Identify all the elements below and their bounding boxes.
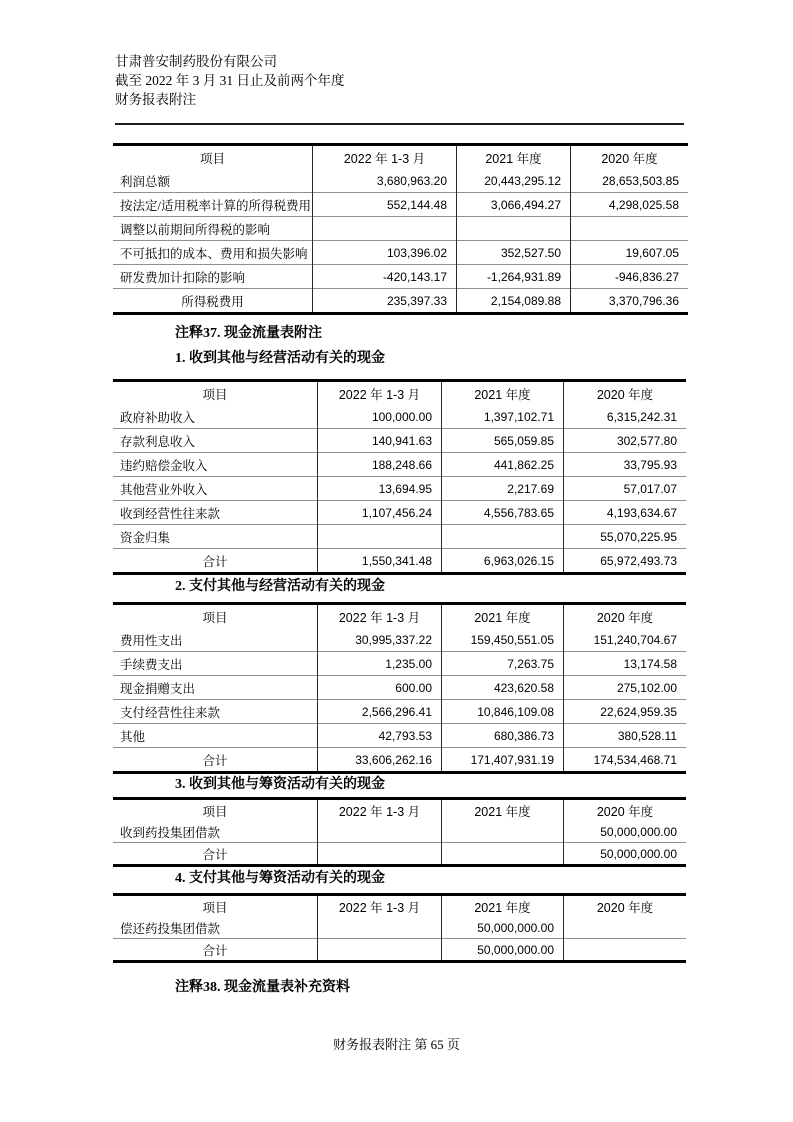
column-header: 2022 年 1-3 月	[313, 145, 457, 170]
doc-header	[115, 0, 793, 109]
cash-paid-financing-table	[113, 893, 686, 963]
cell-value: 13,174.58	[564, 652, 687, 676]
row-label: 其他营业外收入	[120, 482, 208, 497]
cell-value: 3,370,796.36	[571, 289, 689, 314]
header-row	[113, 604, 686, 629]
column-header: 2020 年度	[564, 895, 687, 918]
cell-value	[564, 939, 687, 962]
row-label: 不可抵扣的成本、费用和损失影响	[120, 246, 308, 261]
cell-value: 1,550,341.48	[318, 549, 442, 574]
cell-value: 171,407,931.19	[442, 748, 564, 773]
cell-value: -420,143.17	[313, 265, 457, 289]
row-label: 违约赔偿金收入	[120, 458, 208, 473]
cash-received-operating-table	[113, 379, 686, 575]
cell-value	[318, 843, 442, 866]
row-label: 资金归集	[120, 530, 171, 545]
cell-value	[564, 917, 687, 939]
cell-value: 423,620.58	[442, 676, 564, 700]
row-label: 收到经营性往来款	[120, 506, 221, 521]
cell-value: 55,070,225.95	[564, 525, 687, 549]
row-label: 存款利息收入	[120, 434, 196, 449]
cell-value: 159,450,551.05	[442, 628, 564, 652]
row-label-total: 所得税费用	[181, 294, 244, 309]
cell-value: 1,107,456.24	[318, 501, 442, 525]
cell-value	[313, 217, 457, 241]
row-label: 研发费加计扣除的影响	[120, 270, 246, 285]
row-label-total: 合计	[202, 753, 228, 768]
cell-value: 28,653,503.85	[571, 169, 689, 193]
row-label: 支付经营性往来款	[120, 705, 221, 720]
cell-value: 4,298,025.58	[571, 193, 689, 217]
cell-value: 13,694.95	[318, 477, 442, 501]
cell-value: 151,240,704.67	[564, 628, 687, 652]
report-period: 截至 2022 年 3 月 31 日止及前两个年度	[115, 73, 345, 88]
page-footer: 财务报表附注 第 65 页	[333, 1037, 460, 1052]
column-header: 2021 年度	[442, 895, 564, 918]
cell-value: 50,000,000.00	[564, 821, 687, 843]
sub1-heading: 1. 收到其他与经营活动有关的现金	[175, 351, 385, 366]
cell-value: 6,315,242.31	[564, 405, 687, 429]
cell-value: 33,606,262.16	[318, 748, 442, 773]
cash-received-financing-table	[113, 797, 686, 867]
row-label: 按法定/适用税率计算的所得税费用	[120, 198, 311, 213]
cell-value: 3,680,963.20	[313, 169, 457, 193]
row-label: 偿还药投集团借款	[120, 921, 221, 936]
table-row	[113, 917, 686, 939]
column-header: 项目	[202, 610, 228, 625]
cell-value: 2,566,296.41	[318, 700, 442, 724]
cell-value: 7,263.75	[442, 652, 564, 676]
cell-value	[442, 821, 564, 843]
column-header: 2022 年 1-3 月	[318, 381, 442, 406]
cash-paid-operating-table	[113, 602, 686, 774]
cell-value	[318, 821, 442, 843]
cell-value: 50,000,000.00	[564, 843, 687, 866]
cell-value: 57,017.07	[564, 477, 687, 501]
cell-value: 30,995,337.22	[318, 628, 442, 652]
row-label-total: 合计	[202, 943, 228, 958]
cell-value	[442, 525, 564, 549]
table-row	[113, 193, 688, 217]
table-row	[113, 724, 686, 748]
cell-value: 235,397.33	[313, 289, 457, 314]
row-label: 政府补助收入	[120, 410, 196, 425]
table-row	[113, 549, 686, 574]
cell-value	[442, 843, 564, 866]
column-header: 2021 年度	[442, 604, 564, 629]
cell-value: -946,836.27	[571, 265, 689, 289]
header-row	[113, 145, 688, 170]
table-row	[113, 843, 686, 866]
column-header: 项目	[202, 900, 228, 915]
cell-value: 2,154,089.88	[457, 289, 571, 314]
table-row	[113, 939, 686, 962]
table-row	[113, 241, 688, 265]
column-header: 2021 年度	[457, 145, 571, 170]
row-label: 利润总额	[120, 174, 171, 189]
column-header: 项目	[199, 151, 225, 166]
cell-value: 103,396.02	[313, 241, 457, 265]
cell-value: 174,534,468.71	[564, 748, 687, 773]
cell-value: 680,386.73	[442, 724, 564, 748]
table-row	[113, 429, 686, 453]
table-row	[113, 525, 686, 549]
income-tax-reconciliation-table	[113, 143, 688, 315]
cell-value: 275,102.00	[564, 676, 687, 700]
table-row	[113, 265, 688, 289]
cell-value: 352,527.50	[457, 241, 571, 265]
header-row	[113, 895, 686, 918]
row-label: 费用性支出	[120, 633, 183, 648]
sub2-heading: 2. 支付其他与经营活动有关的现金	[175, 579, 385, 594]
cell-value: 4,193,634.67	[564, 501, 687, 525]
column-header: 项目	[202, 387, 228, 402]
sub3-heading: 3. 收到其他与筹资活动有关的现金	[175, 777, 385, 792]
table-row	[113, 453, 686, 477]
table-row	[113, 501, 686, 525]
cell-value: 552,144.48	[313, 193, 457, 217]
row-label: 调整以前期间所得税的影响	[120, 222, 271, 237]
cell-value: 1,397,102.71	[442, 405, 564, 429]
cell-value: 2,217.69	[442, 477, 564, 501]
table-row	[113, 821, 686, 843]
table-row	[113, 652, 686, 676]
column-header: 2021 年度	[442, 381, 564, 406]
note38-heading: 注释38. 现金流量表补充资料	[175, 980, 350, 995]
cell-value	[318, 939, 442, 962]
cell-value	[318, 917, 442, 939]
cell-value: 100,000.00	[318, 405, 442, 429]
cell-value: 302,577.80	[564, 429, 687, 453]
cell-value: 50,000,000.00	[442, 939, 564, 962]
row-label-total: 合计	[202, 554, 228, 569]
cell-value: 33,795.93	[564, 453, 687, 477]
table-row	[113, 700, 686, 724]
cell-value: 140,941.63	[318, 429, 442, 453]
table-row	[113, 628, 686, 652]
report-title: 财务报表附注	[115, 92, 196, 107]
row-label: 现金捐赠支出	[120, 681, 196, 696]
row-label: 其他	[120, 729, 146, 744]
cell-value	[318, 525, 442, 549]
column-header: 2020 年度	[564, 799, 687, 822]
header-row	[113, 381, 686, 406]
cell-value: 19,607.05	[571, 241, 689, 265]
cell-value: 565,059.85	[442, 429, 564, 453]
cell-value: 22,624,959.35	[564, 700, 687, 724]
table-row	[113, 169, 688, 193]
cell-value: 42,793.53	[318, 724, 442, 748]
cell-value	[457, 217, 571, 241]
header-rule	[115, 123, 684, 125]
cell-value: 3,066,494.27	[457, 193, 571, 217]
cell-value: 20,443,295.12	[457, 169, 571, 193]
cell-value: 188,248.66	[318, 453, 442, 477]
column-header: 项目	[202, 804, 228, 819]
cell-value: 10,846,109.08	[442, 700, 564, 724]
cell-value: 441,862.25	[442, 453, 564, 477]
row-label-total: 合计	[202, 847, 228, 862]
cell-value	[571, 217, 689, 241]
column-header: 2022 年 1-3 月	[318, 895, 442, 918]
column-header: 2021 年度	[442, 799, 564, 822]
company-name: 甘肃普安制药股份有限公司	[115, 54, 277, 69]
cell-value: 1,235.00	[318, 652, 442, 676]
table-row	[113, 477, 686, 501]
cell-value: 65,972,493.73	[564, 549, 687, 574]
table-row	[113, 405, 686, 429]
table-row	[113, 676, 686, 700]
cell-value: 50,000,000.00	[442, 917, 564, 939]
cell-value: 4,556,783.65	[442, 501, 564, 525]
row-label: 收到药投集团借款	[120, 825, 221, 840]
table-row	[113, 289, 688, 314]
column-header: 2020 年度	[564, 381, 687, 406]
cell-value: 6,963,026.15	[442, 549, 564, 574]
row-label: 手续费支出	[120, 657, 183, 672]
cell-value: 380,528.11	[564, 724, 687, 748]
cell-value: 600.00	[318, 676, 442, 700]
cell-value: -1,264,931.89	[457, 265, 571, 289]
note37-heading: 注释37. 现金流量表附注	[175, 326, 322, 341]
column-header: 2020 年度	[571, 145, 689, 170]
header-row	[113, 799, 686, 822]
table-row	[113, 748, 686, 773]
column-header: 2022 年 1-3 月	[318, 799, 442, 822]
column-header: 2022 年 1-3 月	[318, 604, 442, 629]
table-row	[113, 217, 688, 241]
column-header: 2020 年度	[564, 604, 687, 629]
sub4-heading: 4. 支付其他与筹资活动有关的现金	[175, 871, 385, 886]
